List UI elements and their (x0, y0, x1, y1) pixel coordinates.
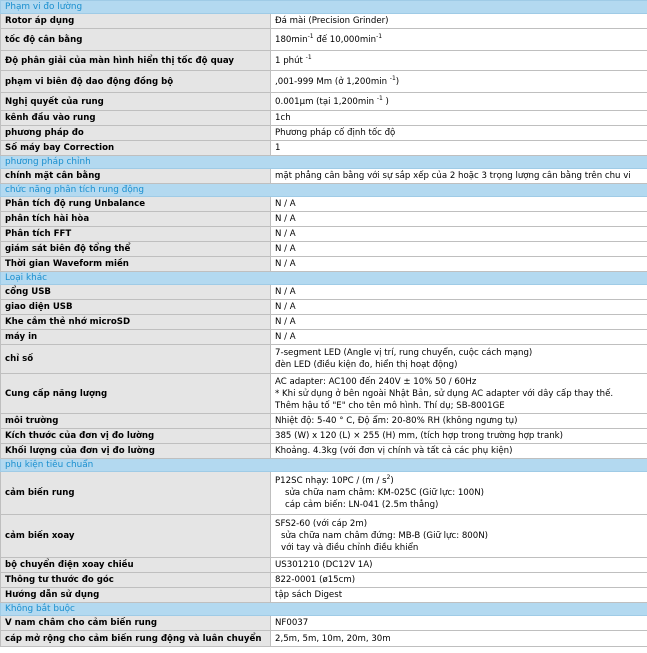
section-header-other: Loại khác (1, 272, 647, 285)
section-header-range: Phạm vi đo lường (1, 1, 647, 14)
table-row (1, 169, 647, 184)
row-value: N / A (271, 300, 647, 315)
row-value: tập sách Digest (271, 588, 647, 603)
vib-res-value: 0.001μm (tại 1,200min (275, 96, 375, 107)
row-label: phạm vi biên độ dao động đồng bộ (1, 71, 271, 93)
table-row (1, 616, 647, 631)
row-value: N / A (271, 212, 647, 227)
row-label: cảm biến rung (1, 472, 271, 515)
row-value (271, 29, 647, 51)
table-row (1, 374, 647, 414)
row-label: Độ phân giải của màn hình hiển thị tốc độ quay (1, 51, 271, 71)
table-row (1, 14, 647, 29)
speed-max-exp: -1 (376, 32, 383, 40)
table-row (1, 345, 647, 374)
vib-res-close: ) (382, 96, 389, 107)
speed-min-exp: -1 (307, 32, 314, 40)
row-label: phương pháp đo (1, 126, 271, 141)
row-label: chính mặt cân bằng (1, 169, 271, 184)
row-value (271, 93, 647, 111)
row-value: 822-0001 (ø15cm) (271, 573, 647, 588)
row-label: cổng USB (1, 285, 271, 300)
row-value: Đá mài (Precision Grinder) (271, 14, 647, 29)
vib-res-exp: -1 (376, 94, 383, 102)
row-label: phân tích hài hòa (1, 212, 271, 227)
table-row (1, 141, 647, 156)
row-label: Khe cắm thẻ nhớ microSD (1, 315, 271, 330)
amplitude-close: ) (395, 76, 400, 87)
amplitude-exp: -1 (389, 74, 396, 82)
table-row (1, 285, 647, 300)
row-value (271, 345, 647, 374)
row-value: 1 (271, 141, 647, 156)
table-row (1, 29, 647, 51)
row-label: V nam châm cho cảm biến rung (1, 616, 271, 631)
display-res-exp: -1 (305, 53, 312, 61)
indicator-line: 7-segment LED (Angle vị trí, rung chuyển, cuộc cách mạng) (275, 348, 533, 358)
table-row (1, 242, 647, 257)
row-value: N / A (271, 197, 647, 212)
table-row (1, 93, 647, 111)
row-value: N / A (271, 285, 647, 300)
indicator-line: đèn LED (điều kiện đo, hiển thị hoạt động) (275, 360, 458, 370)
table-row (1, 588, 647, 603)
row-value: N / A (271, 257, 647, 272)
row-label: Thông tư thước đo góc (1, 573, 271, 588)
section-header-accessories: phụ kiện tiêu chuẩn (1, 459, 647, 472)
row-label: cảm biến xoay (1, 515, 271, 558)
row-label: kênh đầu vào rung (1, 111, 271, 126)
row-value: US301210 (DC12V 1A) (271, 558, 647, 573)
section-header-correction: phương pháp chỉnh (1, 156, 647, 169)
table-row (1, 429, 647, 444)
section-header-analysis: chức năng phân tích rung động (1, 184, 647, 197)
table-row (1, 330, 647, 345)
table-row (1, 51, 647, 71)
row-value (271, 51, 647, 71)
row-label: tốc độ cân bằng (1, 29, 271, 51)
row-value: 385 (W) x 120 (L) × 255 (H) mm, (tích hợp trong trường hợp trank) (271, 429, 647, 444)
table-row (1, 227, 647, 242)
table-row (1, 212, 647, 227)
power-line: * Khi sử dụng ở bên ngoài Nhật Bản, sử dụng AC adapter với dây cấp thay thế. (275, 388, 614, 399)
row-value: Khoảng. 4.3kg (với đơn vị chính và tất cả các phụ kiện) (271, 444, 647, 459)
row-label: Khối lượng của đơn vị đo lường (1, 444, 271, 459)
table-row (1, 515, 647, 558)
vib-sensor-close: ) (390, 476, 394, 486)
display-res-value: 1 phút (275, 55, 303, 66)
table-row (1, 631, 647, 647)
speed-max: đế 10,000min (313, 34, 377, 45)
row-value: Nhiệt độ: 5-40 ° C, Độ ẩm: 20-80% RH (không ngưng tụ) (271, 414, 647, 429)
section-header-optional: Không bắt buộc (1, 603, 647, 616)
vib-sensor-line: cáp cảm biến: LN-041 (2.5m thẳng) (285, 500, 439, 510)
power-line: AC adapter: AC100 đến 240V ± 10% 50 / 60Hz (275, 376, 477, 387)
row-label: Hướng dẫn sử dụng (1, 588, 271, 603)
speed-min: 180min (275, 34, 308, 45)
table-row (1, 472, 647, 515)
row-value: N / A (271, 315, 647, 330)
table-row (1, 126, 647, 141)
row-label: máy in (1, 330, 271, 345)
table-row (1, 558, 647, 573)
row-label: chỉ số (1, 345, 271, 374)
row-value: NF0037 (271, 616, 647, 631)
row-label: môi trường (1, 414, 271, 429)
row-value: N / A (271, 330, 647, 345)
row-label: cáp mở rộng cho cảm biến rung động và luân chuyển (1, 631, 271, 647)
table-row (1, 257, 647, 272)
amplitude-value: ,001-999 Mm (ở 1,200min (275, 76, 388, 87)
vib-sensor-line1: P12SC nhạy: 10PC / (m / s (275, 476, 387, 486)
table-row (1, 573, 647, 588)
table-row (1, 300, 647, 315)
table-row (1, 111, 647, 126)
vib-sensor-line (275, 475, 643, 487)
row-label: bộ chuyển điện xoay chiều (1, 558, 271, 573)
row-label: Cung cấp năng lượng (1, 374, 271, 414)
row-value: N / A (271, 242, 647, 257)
row-label: Rotor áp dụng (1, 14, 271, 29)
rot-sensor-line: SFS2-60 (với cáp 2m) (275, 519, 368, 529)
row-value (271, 71, 647, 93)
row-label: Kích thước của đơn vị đo lường (1, 429, 271, 444)
row-label: Thời gian Waveform miền (1, 257, 271, 272)
row-label: Phân tích FFT (1, 227, 271, 242)
row-value: 1ch (271, 111, 647, 126)
table-row (1, 71, 647, 93)
row-label: Số máy bay Correction (1, 141, 271, 156)
row-label: Phân tích độ rung Unbalance (1, 197, 271, 212)
row-value: N / A (271, 227, 647, 242)
row-label: giám sát biên độ tổng thể (1, 242, 271, 257)
table-row (1, 197, 647, 212)
row-value: mặt phẳng cân bằng với sự sắp xếp của 2 hoặc 3 trọng lượng cân bằng trên chu vi (271, 169, 647, 184)
row-label: Nghị quyết của rung (1, 93, 271, 111)
row-label: giao diện USB (1, 300, 271, 315)
table-row (1, 315, 647, 330)
vib-sensor-line: sửa chữa nam châm: KM-025C (Giữ lực: 100N) (285, 488, 485, 498)
table-row (1, 444, 647, 459)
rot-sensor-line: sửa chữa nam châm đứng: MB-B (Giữ lực: 800N) (281, 531, 489, 541)
row-value (271, 472, 647, 515)
table-row (1, 414, 647, 429)
vib-sensor-exp: 2 (386, 474, 391, 481)
row-value (271, 374, 647, 414)
row-value: 2,5m, 5m, 10m, 20m, 30m (271, 631, 647, 647)
row-value (271, 515, 647, 558)
rot-sensor-line: với tay và điều chỉnh điều khiển (281, 543, 419, 553)
power-line: Thêm hậu tố "E" cho tên mô hình. Thí dụ; SB-8001GE (275, 400, 505, 411)
row-value: Phương pháp cố định tốc độ (271, 126, 647, 141)
